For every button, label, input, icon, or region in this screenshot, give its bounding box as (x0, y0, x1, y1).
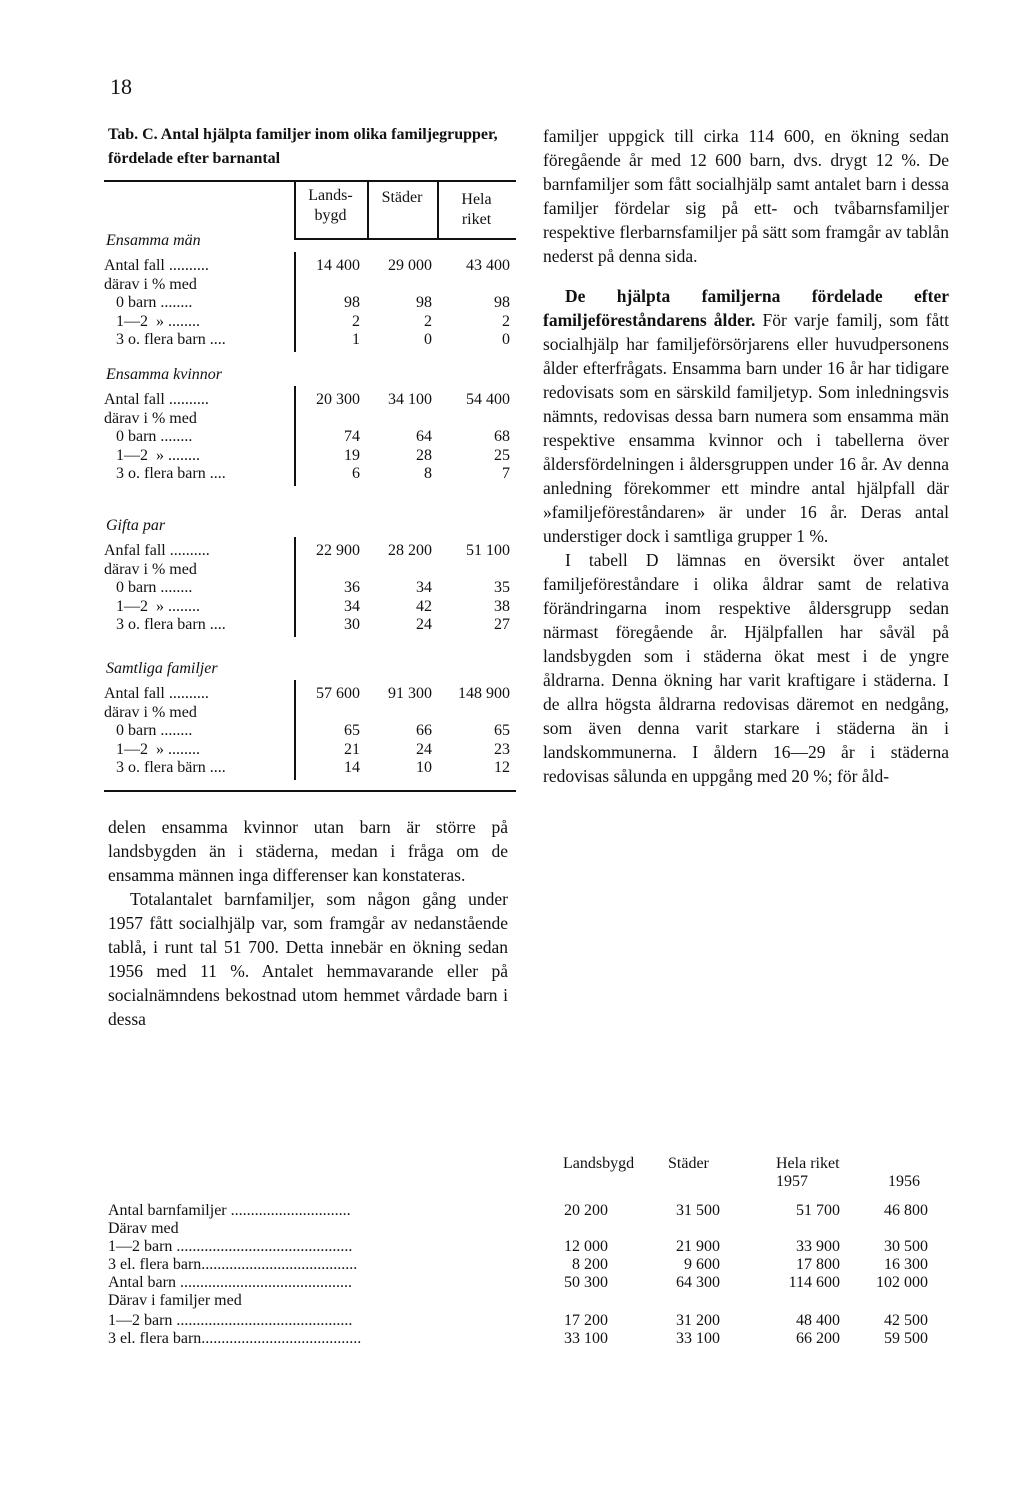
cell-value: 34 100 (388, 391, 432, 408)
cell-value: 14 (344, 759, 360, 776)
table-row (104, 446, 516, 465)
table-row (108, 1291, 928, 1310)
row-label: 3 o. flera barn .... (104, 616, 226, 633)
cell-value: 24 (416, 616, 432, 633)
col-header-hela-riket (437, 190, 516, 230)
cell-value: 0 (502, 331, 510, 348)
cell-value: 22 900 (316, 542, 360, 559)
cell-value: 10 (416, 759, 432, 776)
cell-value: 64 300 (676, 1274, 720, 1291)
cell-value: 28 (416, 446, 432, 464)
table-bottom-rule (104, 790, 516, 792)
cell-value: 34 (344, 597, 360, 615)
table-row (104, 390, 516, 409)
paragraph (108, 887, 508, 1031)
paragraph-text: I tabell D lämnas en översikt över antalet familjeföreståndare i olika åldrar samt de relativa förändringarna inom respektive åldersgrupp sedan närmast föregående år. Hjälpfallen har såväl på landsbygden som i städerna ökat mest i de yngre åldrarna. Denna ökning har varit kraftigare i städerna. I de allra högsta åldrarna redovisas däremot en nedgång, som även denna varit starkare i städerna än i landskommunerna. I åldern 16—29 år i städerna redovisas sålunda en uppgång med 20 %; för åld- (543, 550, 949, 786)
cell-value: 23 (494, 740, 510, 758)
col-header-line: Lands- (308, 187, 353, 204)
row-label: 1—2 » ........ (104, 446, 200, 464)
table-row (104, 684, 516, 703)
row-label: 1—2 » ........ (104, 312, 200, 330)
cell-value: 98 (416, 294, 432, 311)
section-heading: De hjälpta familjerna fördelade efter familjeföreståndarens ålder. (543, 286, 949, 330)
left-column-text (108, 815, 508, 1031)
cell-value: 20 300 (316, 391, 360, 408)
col-header-landsbygd (294, 186, 367, 226)
row-label: 3 el. flera barn........................................ (108, 1330, 362, 1347)
cell-value: 8 200 (572, 1256, 608, 1273)
cell-value: 27 (494, 616, 510, 633)
table-row (104, 293, 516, 312)
row-label: därav i % med (104, 409, 197, 427)
cell-value: 2 (424, 312, 432, 330)
table-row (104, 597, 516, 616)
table-row (104, 740, 516, 759)
table-row (104, 758, 516, 777)
bottom-table (108, 1155, 928, 1355)
table-row (104, 330, 516, 349)
cell-value: 66 (416, 722, 432, 739)
cell-value: 33 100 (564, 1330, 608, 1347)
col-header-1956: 1956 (888, 1173, 920, 1190)
row-label: 3 o. flera barn .... (104, 331, 226, 348)
cell-value: 48 400 (796, 1312, 840, 1329)
cell-value: 34 (416, 579, 432, 596)
group-title: Gifta par (106, 517, 166, 534)
table-row (104, 703, 516, 722)
cell-value: 9 600 (684, 1256, 720, 1273)
cell-value: 24 (416, 740, 432, 758)
cell-value: 64 (416, 428, 432, 445)
row-label: därav i % med (104, 275, 197, 293)
cell-value: 43 400 (466, 257, 510, 274)
row-label: 0 barn ........ (104, 428, 193, 445)
cell-value: 19 (344, 446, 360, 464)
col-header-line: Städer (381, 189, 423, 206)
paragraph: delen ensamma kvinnor utan barn är större på landsbygden än i städerna, medan i fråga om de ensamma männen inga differenser kan konstateras. (108, 817, 508, 885)
paragraph (543, 284, 949, 548)
row-label: därav i % med (104, 703, 197, 721)
cell-value: 29 000 (388, 257, 432, 274)
table-row (104, 427, 516, 446)
table-row (104, 541, 516, 560)
row-label: 0 barn ........ (104, 294, 193, 311)
table-row (104, 409, 516, 428)
cell-value: 65 (494, 722, 510, 739)
cell-value: 42 (416, 597, 432, 615)
table-row (104, 256, 516, 275)
cell-value: 31 200 (676, 1312, 720, 1329)
table-row (108, 1273, 928, 1292)
row-label: 1—2 » ........ (104, 740, 200, 758)
col-header-line: bygd (314, 207, 347, 224)
paragraph-text: Totalantalet barnfamiljer, som någon gång under 1957 fått socialhjälp var, som framgår av nedanstående tablå, i runt tal 51 700. Detta innebär en ökning sedan 1956 med 11 %. Antalet hemmavarande eller på socialnämndens bekostnad utom hemmet vårdade barn i dessa (108, 889, 508, 1029)
cell-value: 20 200 (564, 1202, 608, 1219)
cell-value: 148 900 (458, 685, 510, 702)
cell-value: 46 800 (884, 1202, 928, 1219)
cell-value: 2 (352, 312, 360, 330)
row-label: Därav med (108, 1220, 179, 1237)
table-c-title (108, 123, 528, 171)
page-number: 18 (110, 74, 132, 99)
cell-value: 98 (494, 294, 510, 311)
row-label: Anfal fall .......... (104, 542, 210, 559)
cell-value: 51 700 (796, 1202, 840, 1219)
table-row (104, 721, 516, 740)
cell-value: 30 (344, 616, 360, 633)
cell-value: 33 900 (796, 1238, 840, 1255)
row-label: 0 barn ........ (104, 579, 193, 596)
cell-value: 102 000 (876, 1274, 928, 1291)
cell-value: 16 300 (884, 1256, 928, 1273)
row-label: 0 barn ........ (104, 722, 193, 739)
group-title: Ensamma kvinnor (106, 366, 222, 383)
cell-value: 14 400 (316, 257, 360, 274)
row-label: Antal barnfamiljer .............................. (108, 1202, 351, 1219)
cell-value: 31 500 (676, 1202, 720, 1219)
cell-value: 50 300 (564, 1274, 608, 1291)
cell-value: 8 (424, 465, 432, 482)
cell-value: 38 (494, 597, 510, 615)
right-column-text (543, 124, 949, 788)
col-header-stader (367, 188, 437, 208)
table-row (104, 275, 516, 294)
row-label: Därav i familjer med (108, 1292, 242, 1309)
row-label: 3 o. flera barn .... (104, 465, 226, 482)
table-row (108, 1219, 928, 1238)
cell-value: 33 100 (676, 1330, 720, 1347)
cell-value: 66 200 (796, 1330, 840, 1347)
table-row (108, 1237, 928, 1256)
cell-value: 65 (344, 722, 360, 739)
group-title: Samtliga familjer (106, 660, 218, 677)
table-c (104, 180, 516, 792)
cell-value: 36 (344, 579, 360, 596)
table-row (104, 464, 516, 483)
cell-value: 59 500 (884, 1330, 928, 1347)
cell-value: 35 (494, 579, 510, 596)
row-label: 1—2 » ........ (104, 597, 200, 615)
table-c-label: Tab. C. (108, 126, 158, 143)
row-label: 3 o. flera bärn .... (104, 759, 226, 776)
cell-value: 57 600 (316, 685, 360, 702)
col-header-line: riket (461, 211, 492, 228)
col-header-landsbygd: Landsbygd (563, 1155, 635, 1172)
cell-value: 1 (352, 331, 360, 348)
cell-value: 114 600 (788, 1274, 840, 1291)
table-row (104, 615, 516, 634)
row-label: därav i % med (104, 560, 197, 578)
cell-value: 28 200 (388, 542, 432, 559)
cell-value: 74 (344, 428, 360, 445)
row-label: Antal fall .......... (104, 257, 209, 274)
row-label: 1—2 barn ............................................ (108, 1238, 353, 1255)
group-title: Ensamma män (106, 232, 201, 249)
cell-value: 51 100 (466, 542, 510, 559)
cell-value: 54 400 (466, 391, 510, 408)
row-label: 1—2 barn ............................................ (108, 1312, 353, 1329)
cell-value: 21 (344, 740, 360, 758)
cell-value: 6 (352, 465, 360, 482)
row-label: Antal fall .......... (104, 391, 209, 408)
table-c-title-text: Antal hjälpta familjer inom olika familjegrupper, fördelade efter barnantal (108, 126, 498, 167)
col-header-line: Hela (461, 191, 492, 208)
cell-value: 2 (502, 312, 510, 330)
table-row (104, 560, 516, 579)
cell-value: 42 500 (884, 1312, 928, 1329)
cell-value: 91 300 (388, 685, 432, 702)
table-row (104, 312, 516, 331)
table-row (108, 1255, 928, 1274)
cell-value: 17 800 (796, 1256, 840, 1273)
cell-value: 30 500 (884, 1238, 928, 1255)
header-bottom-rule (294, 238, 516, 240)
row-label: Antal barn ........................................... (108, 1274, 352, 1291)
paragraph (543, 548, 949, 788)
cell-value: 68 (494, 428, 510, 445)
table-row (104, 578, 516, 597)
table-top-rule (104, 180, 516, 182)
cell-value: 12 (494, 759, 510, 776)
row-label: Antal fall .......... (104, 685, 209, 702)
col-header-stader: Städer (668, 1155, 709, 1172)
cell-value: 17 200 (564, 1312, 608, 1329)
table-row (108, 1329, 928, 1348)
cell-value: 0 (424, 331, 432, 348)
cell-value: 98 (344, 294, 360, 311)
cell-value: 21 900 (676, 1238, 720, 1255)
table-row (108, 1311, 928, 1330)
table-row (108, 1201, 928, 1220)
cell-value: 12 000 (564, 1238, 608, 1255)
paragraph-text: För varje familj, som fått socialhjälp har familjeförsörjarens eller huvudpersonens ålder efterfrågats. Ensamma barn under 16 år har tidigare redovisats som en särskild familjetyp. Som inledningsvis nämnts, redovisas dessa barn numera som ensamma män respektive ensamma kvinnor och i tabellerna över åldersfördelningen i åldersgruppen under 16 år. Av denna anledning förekommer ett mindre antal hjälpfall där »familjeföreståndaren» är under 16 år. Deras antal understiger dock i samtliga grupper 1 %. (543, 310, 949, 546)
paragraph: familjer uppgick till cirka 114 600, en ökning sedan föregående år med 12 600 barn, dvs. drygt 12 %. De barnfamiljer som fått socialhjälp samt antalet barn i dessa familjer fördelar sig på ett- och tvåbarnsfamiljer respektive flerbarnsfamiljer på sätt som framgår av tablån nederst på denna sida. (543, 126, 949, 266)
cell-value: 7 (502, 465, 510, 482)
col-header-1957: 1957 (776, 1173, 808, 1190)
cell-value: 25 (494, 446, 510, 464)
col-header-hela-riket: Hela riket (776, 1155, 840, 1172)
row-label: 3 el. flera barn....................................... (108, 1256, 358, 1273)
